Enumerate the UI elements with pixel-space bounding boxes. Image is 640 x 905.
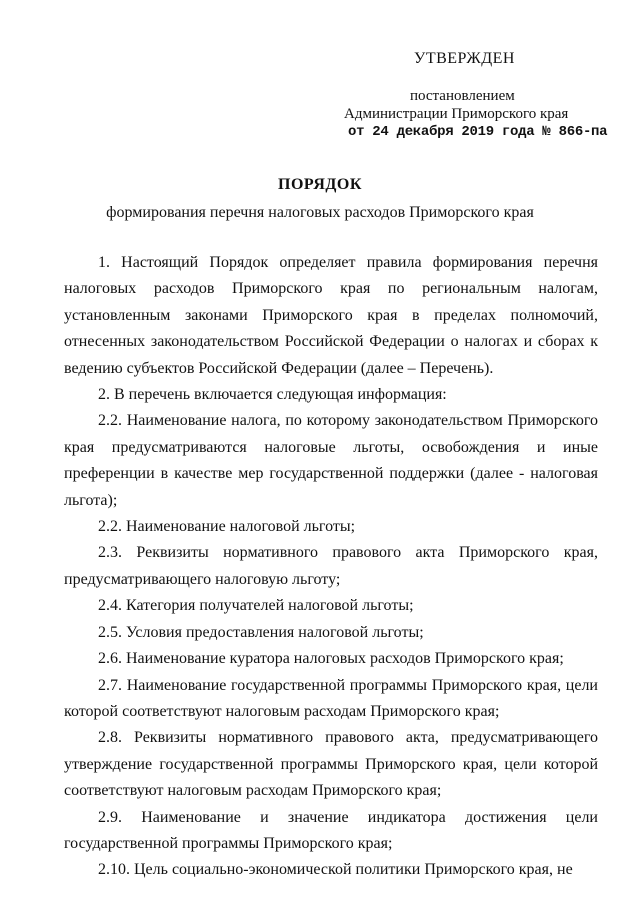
paragraph-2-4: 2.4. Категория получателей налоговой льготы; <box>98 597 414 615</box>
paragraph-2-10: 2.10. Цель социально-экономической политики Приморского края, не <box>98 861 573 879</box>
approval-line-2: Администрации Приморского края <box>344 106 569 122</box>
paragraph-1: 1. Настоящий Порядок определяет правила формирования перечня налоговых расходов Приморского края по региональным налогам, установленным законами Приморского края в пределах полномочий, отнесенных законодательством Российской Федерации о налогах и сборах к ведению субъектов Российской Федерации (далее – Перечень). <box>64 254 598 377</box>
paragraph-2-2-tax: 2.2. Наименование налога, по которому законодательством Приморского края предусматриваются налоговые льготы, освобождения и иные преференции в качестве мер государственной поддержки (далее - налоговая льгота); <box>64 412 598 509</box>
paragraph-2-2-benefit: 2.2. Наименование налоговой льготы; <box>98 518 356 536</box>
document-body <box>64 250 598 884</box>
document-title: ПОРЯДОК <box>278 176 362 193</box>
paragraph-2-5: 2.5. Условия предоставления налоговой льготы; <box>98 623 424 641</box>
approval-title: УТВЕРЖДЕН <box>414 50 515 67</box>
paragraph-2-3: 2.3. Реквизиты нормативного правового акта Приморского края, предусматривающего налоговую льготу; <box>64 544 598 588</box>
paragraph-2-7: 2.7. Наименование государственной программы Приморского края, цели которой соответствуют налоговым расходам Приморского края; <box>64 676 598 720</box>
document-subtitle: формирования перечня налоговых расходов Приморского края <box>106 204 534 221</box>
paragraph-2-9: 2.9. Наименование и значение индикатора достижения цели государственной программы Приморского края; <box>64 808 598 852</box>
paragraph-2-6: 2.6. Наименование куратора налоговых расходов Приморского края; <box>98 650 564 668</box>
paragraph-2: 2. В перечень включается следующая информация: <box>98 386 447 404</box>
approval-date-number: от 24 декабря 2019 года № 866-па <box>348 124 608 140</box>
paragraph-2-8: 2.8. Реквизиты нормативного правового акта, предусматривающего утверждение государственной программы Приморского края, цели которой соответствуют налоговым расходам Приморского края; <box>64 729 598 800</box>
approval-line-1: постановлением <box>410 88 515 104</box>
